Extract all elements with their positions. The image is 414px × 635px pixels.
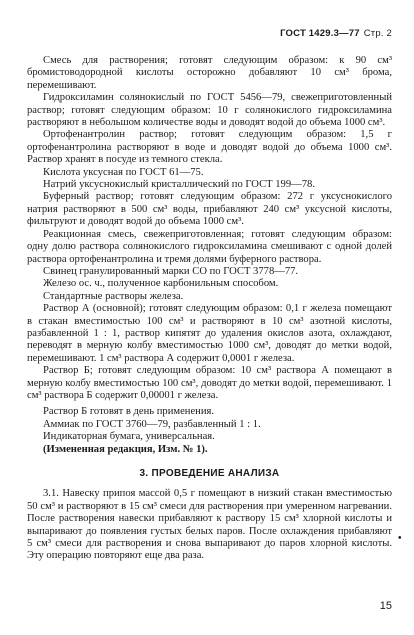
paragraph: Реакционная смесь, свежеприготовленная; готовят следующим образом: одну долю раствора солянокислого гидроксиламина смешивают с одной долей раствора ортофенантролина и тремя долями буферного раствора. [27,228,392,265]
paragraph: Стандартные растворы железа. [43,290,184,302]
page-number: 15 [379,600,392,612]
paragraph: Кислота уксусная по ГОСТ 61—75. [43,166,204,178]
paragraph: Аммиак по ГОСТ 3760—79, разбавленный 1 : 1. [43,418,261,430]
page-label: Стр. 2 [363,28,392,39]
section-paragraph: 3.1. Навеску припоя массой 0,5 г помещают в низкий стакан вместимостью 50 см³ и растворяют в 15 см³ смеси для растворения при умеренном нагревании. После растворения навески прибавляют к раствору 15 см³ хлорной кислоты и выпаривают до появления густых белых паров. После охлаждения прибавляют 5 см³ смеси для растворения и снова выпаривают до паров хлорной кислоты. Эту операцию повторяют еще два раза. [27,488,392,562]
paragraph: Индикаторная бумага, универсальная. [43,431,215,443]
paragraph: Раствор Б готовят в день применения. [43,406,215,418]
paragraph: Железо ос. ч., полученное карбонильным способом. [43,278,279,290]
document-body [27,55,392,563]
paragraph: Раствор А (основной); готовят следующим образом: 0,1 г железа помещают в стакан вместимостью 100 см³ и растворяют в 10 см³ азотной кислоты, разбавленной 1 : 1, раствор кипятят до удаления окислов азота, охлаждают, переводят в мерную колбу вместимостью 1000 см³, доводят до метки водой, перемешивают. 1 см³ раствора А содержит 0,0001 г железа. [27,303,392,364]
section-title: 3. ПРОВЕДЕНИЕ АНАЛИЗА [139,468,280,479]
margin-mark: • [398,533,402,544]
page-header [280,28,392,39]
paragraph: Смесь для растворения; готовят следующим образом: к 90 см³ бромистоводородной кислоты осторожно добавляют 10 см³ брома, перемешивают. [27,55,392,91]
paragraph: Раствор Б; готовят следующим образом: 10 см³ раствора А помещают в мерную колбу вместимостью 100 см³, доводят до метки водой, перемешивают. 1 см³ раствора Б содержит 0,00001 г железа. [27,365,392,401]
edition-note: (Измененная редакция, Изм. № 1). [43,443,208,455]
standard-code: ГОСТ 1429.3—77 [280,28,360,39]
paragraph: Буферный раствор; готовят следующим образом: 272 г уксуснокислого натрия растворяют в 500 см³ воды, прибавляют 240 см³ уксусной кислоты, фильтруют и доводят водой до объема 1000 см³. [27,191,392,228]
paragraph: Натрий уксуснокислый кристаллический по ГОСТ 199—78. [43,179,315,191]
paragraph: Гидроксиламин солянокислый по ГОСТ 5456—79, свежеприготовленный раствор; готовят следующим образом: 10 г солянокислого гидроксиламина растворяют в небольшом количестве воды и доводят водой до объема 1000 см³. [27,92,392,129]
paragraph: Свинец гранулированный марки СО по ГОСТ 3778—77. [43,265,299,277]
paragraph: Ортофенантролин раствор; готовят следующим образом: 1,5 г ортофенантролина растворяют в воде и доводят водой до объема 1000 см³. Раствор хранят в посуде из темного стекла. [27,129,392,166]
